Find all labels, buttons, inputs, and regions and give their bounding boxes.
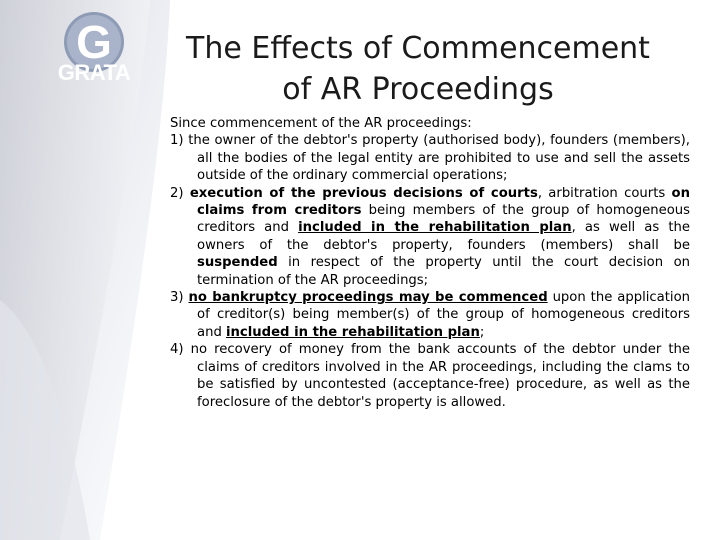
svg-text:G: G bbox=[76, 16, 112, 68]
item-text: the owner of the debtor's property (authorised body), founders (members), all the bodies of the legal entity are prohibited to use and sell the assets outside of the ordinary commercial operations; bbox=[188, 133, 690, 184]
item-number: 1) bbox=[170, 133, 184, 149]
list-item-2 bbox=[170, 185, 690, 289]
item-text: , arbitration courts bbox=[537, 185, 672, 201]
item-number: 3) bbox=[170, 290, 184, 306]
emphasis-text: execution of the previous decisions of courts bbox=[189, 185, 538, 201]
item-text: no recovery of money from the bank accounts of the debtor under the claims of creditors involved in the AR proceedings, including the clams to be satisfied by uncontested (acceptance-free) procedure, as well as the foreclosure of the debtor's property is allowed. bbox=[190, 342, 690, 410]
grata-logo bbox=[42, 6, 142, 102]
list-item-4 bbox=[170, 341, 690, 411]
slide-body bbox=[170, 115, 690, 411]
emphasis-text: included in the rehabilitation plan bbox=[226, 324, 480, 340]
slide-title: The Effects of Commencement of AR Proceedings bbox=[186, 31, 650, 107]
item-text: being members of the group of homogeneous creditors and bbox=[197, 203, 690, 236]
emphasis-text: on claims from creditors bbox=[197, 185, 690, 219]
list-item-3 bbox=[170, 289, 690, 341]
intro-text: Since commencement of the AR proceedings: bbox=[170, 116, 472, 131]
item-text: ; bbox=[479, 324, 485, 340]
emphasis-text: suspended bbox=[197, 255, 278, 271]
emphasis-text: no bankruptcy proceedings may be commenced bbox=[188, 290, 548, 306]
list-item-1 bbox=[170, 132, 690, 184]
logo-wordmark: GRATA bbox=[57, 60, 131, 85]
item-text: , as well as the owners of the debtor's property, founders (members) shall be bbox=[197, 220, 690, 253]
item-number: 2) bbox=[170, 185, 184, 201]
item-text: in respect of the property until the court decision on termination of the AR proceedings; bbox=[197, 255, 690, 288]
item-text: upon the application of creditor(s) being member(s) of the group of homogeneous creditors and bbox=[197, 290, 690, 340]
item-number: 4) bbox=[170, 342, 184, 358]
emphasis-text: included in the rehabilitation plan bbox=[298, 220, 572, 236]
